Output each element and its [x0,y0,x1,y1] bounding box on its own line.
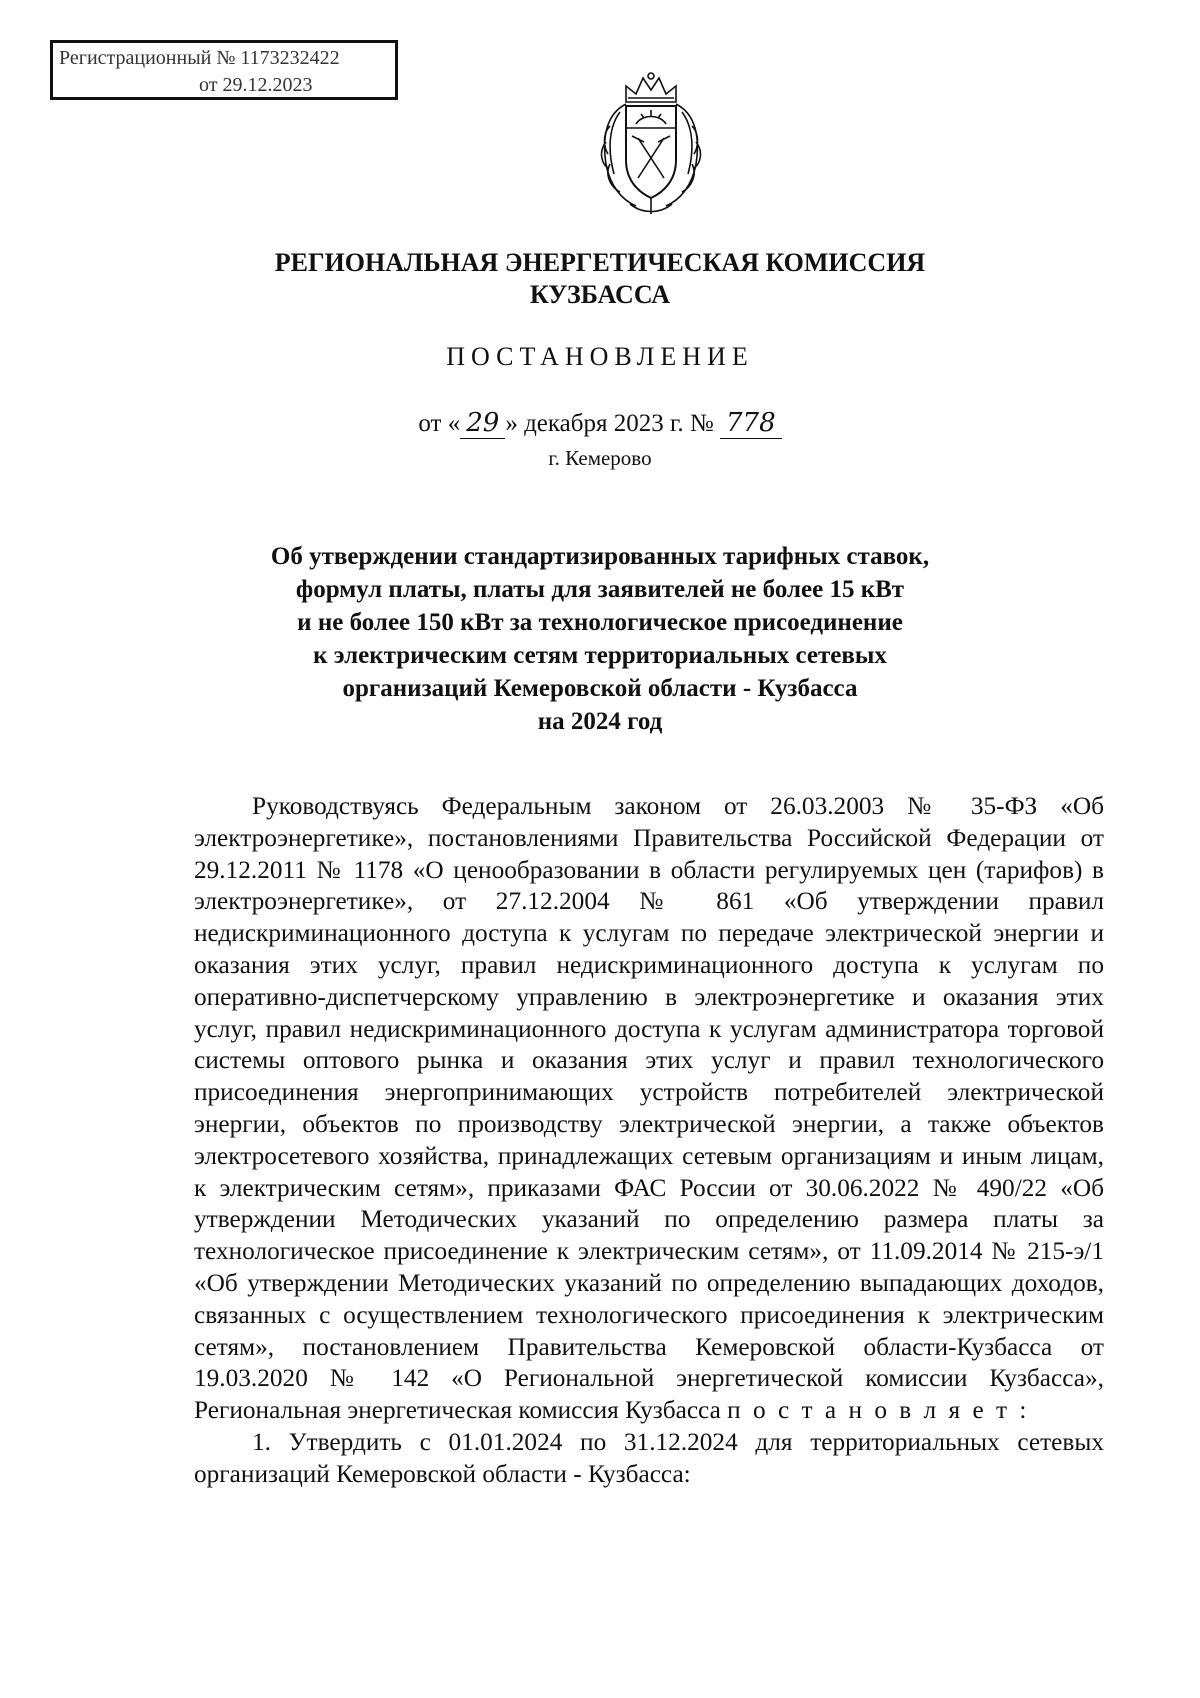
organization-title-line1: РЕГИОНАЛЬНАЯ ЭНЕРГЕТИЧЕСКАЯ КОМИССИЯ [274,248,926,277]
subject-line: формул платы, платы для заявителей не более 15 кВт [295,576,905,603]
preamble-paragraph [194,791,1104,1427]
handwritten-day: 29 [460,408,505,439]
date-number-line [300,408,900,439]
document-type: ПОСТАНОВЛЕНИЕ [446,342,754,371]
document-body [194,791,1104,1491]
resolves-word: п о с т а н о в л я е т : [727,1396,1030,1425]
city: г. Кемерово [548,446,652,470]
registration-stamp [50,40,398,100]
organization-title-line2: КУЗБАССА [529,280,671,309]
date-middle: » декабря 2023 г. № [505,410,714,437]
subject-line: организаций Кемеровской области - Кузбасса [342,675,858,702]
registration-date: от 29.12.2023 [199,74,313,96]
registration-number: Регистрационный № 1173232422 [59,47,340,69]
item-1-paragraph: 1. Утвердить с 01.01.2024 по 31.12.2024 для территориальных сетевых организаций Кемеровской области - Кузбасса: [194,1427,1104,1488]
preamble-text: Руководствуясь Федеральным законом от 26.03.2003 № 35-ФЗ «Об электроэнергетике», постановлениями Правительства Российской Федерации от 29.12.2011 № 1178 «О ценообразовании в области регулируемых цен (тарифов) в электроэнергетике», от 27.12.2004 № 861 «Об утверждении правил недискриминационного доступа к услугам по передаче электрической энергии и оказания этих услуг, правил недискриминационного доступа к услугам по оперативно-диспетчерскому управлению в электроэнергетике и оказания этих услуг, правил недискриминационного доступа к услугам администратора торговой системы оптового рынка и оказания этих услуг и правил технологического присоединения энергопринимающих устройств потребителей электрической энергии, объектов по производству электрической энергии, а также объектов электросетевого хозяйства, принадлежащих сетевым организациям и иным лицам, к электрическим сетям», приказами ФАС России от 30.06.2022 № 490/22 «Об утверждении Методических указаний по определению размера платы за технологическое присоединение к электрическим сетям», от 11.09.2014 № 215-э/1 «Об утверждении Методических указаний по определению выпадающих доходов, связанных с осуществлением технологического присоединения к электрическим сетям», постановлением Правительства Кемеровской области-Кузбасса от 19.03.2020 № 142 «О Региональной энергетической комиссии Кузбасса», Региональная энергетическая комиссия Кузбасса [194,792,1104,1425]
subject-line: Об утверждении стандартизированных тарифных ставок, [270,543,930,570]
subject-line: и не более 150 кВт за технологическое присоединение [297,609,903,636]
kuzbass-coat-of-arms-icon [596,68,706,218]
document-subject [240,540,960,738]
subject-line: к электрическим сетям территориальных сетевых [313,642,887,669]
organization-title [200,247,1000,311]
subject-line: на 2024 год [537,708,663,735]
date-prefix: от « [418,410,461,437]
handwritten-number: 778 [720,408,782,439]
